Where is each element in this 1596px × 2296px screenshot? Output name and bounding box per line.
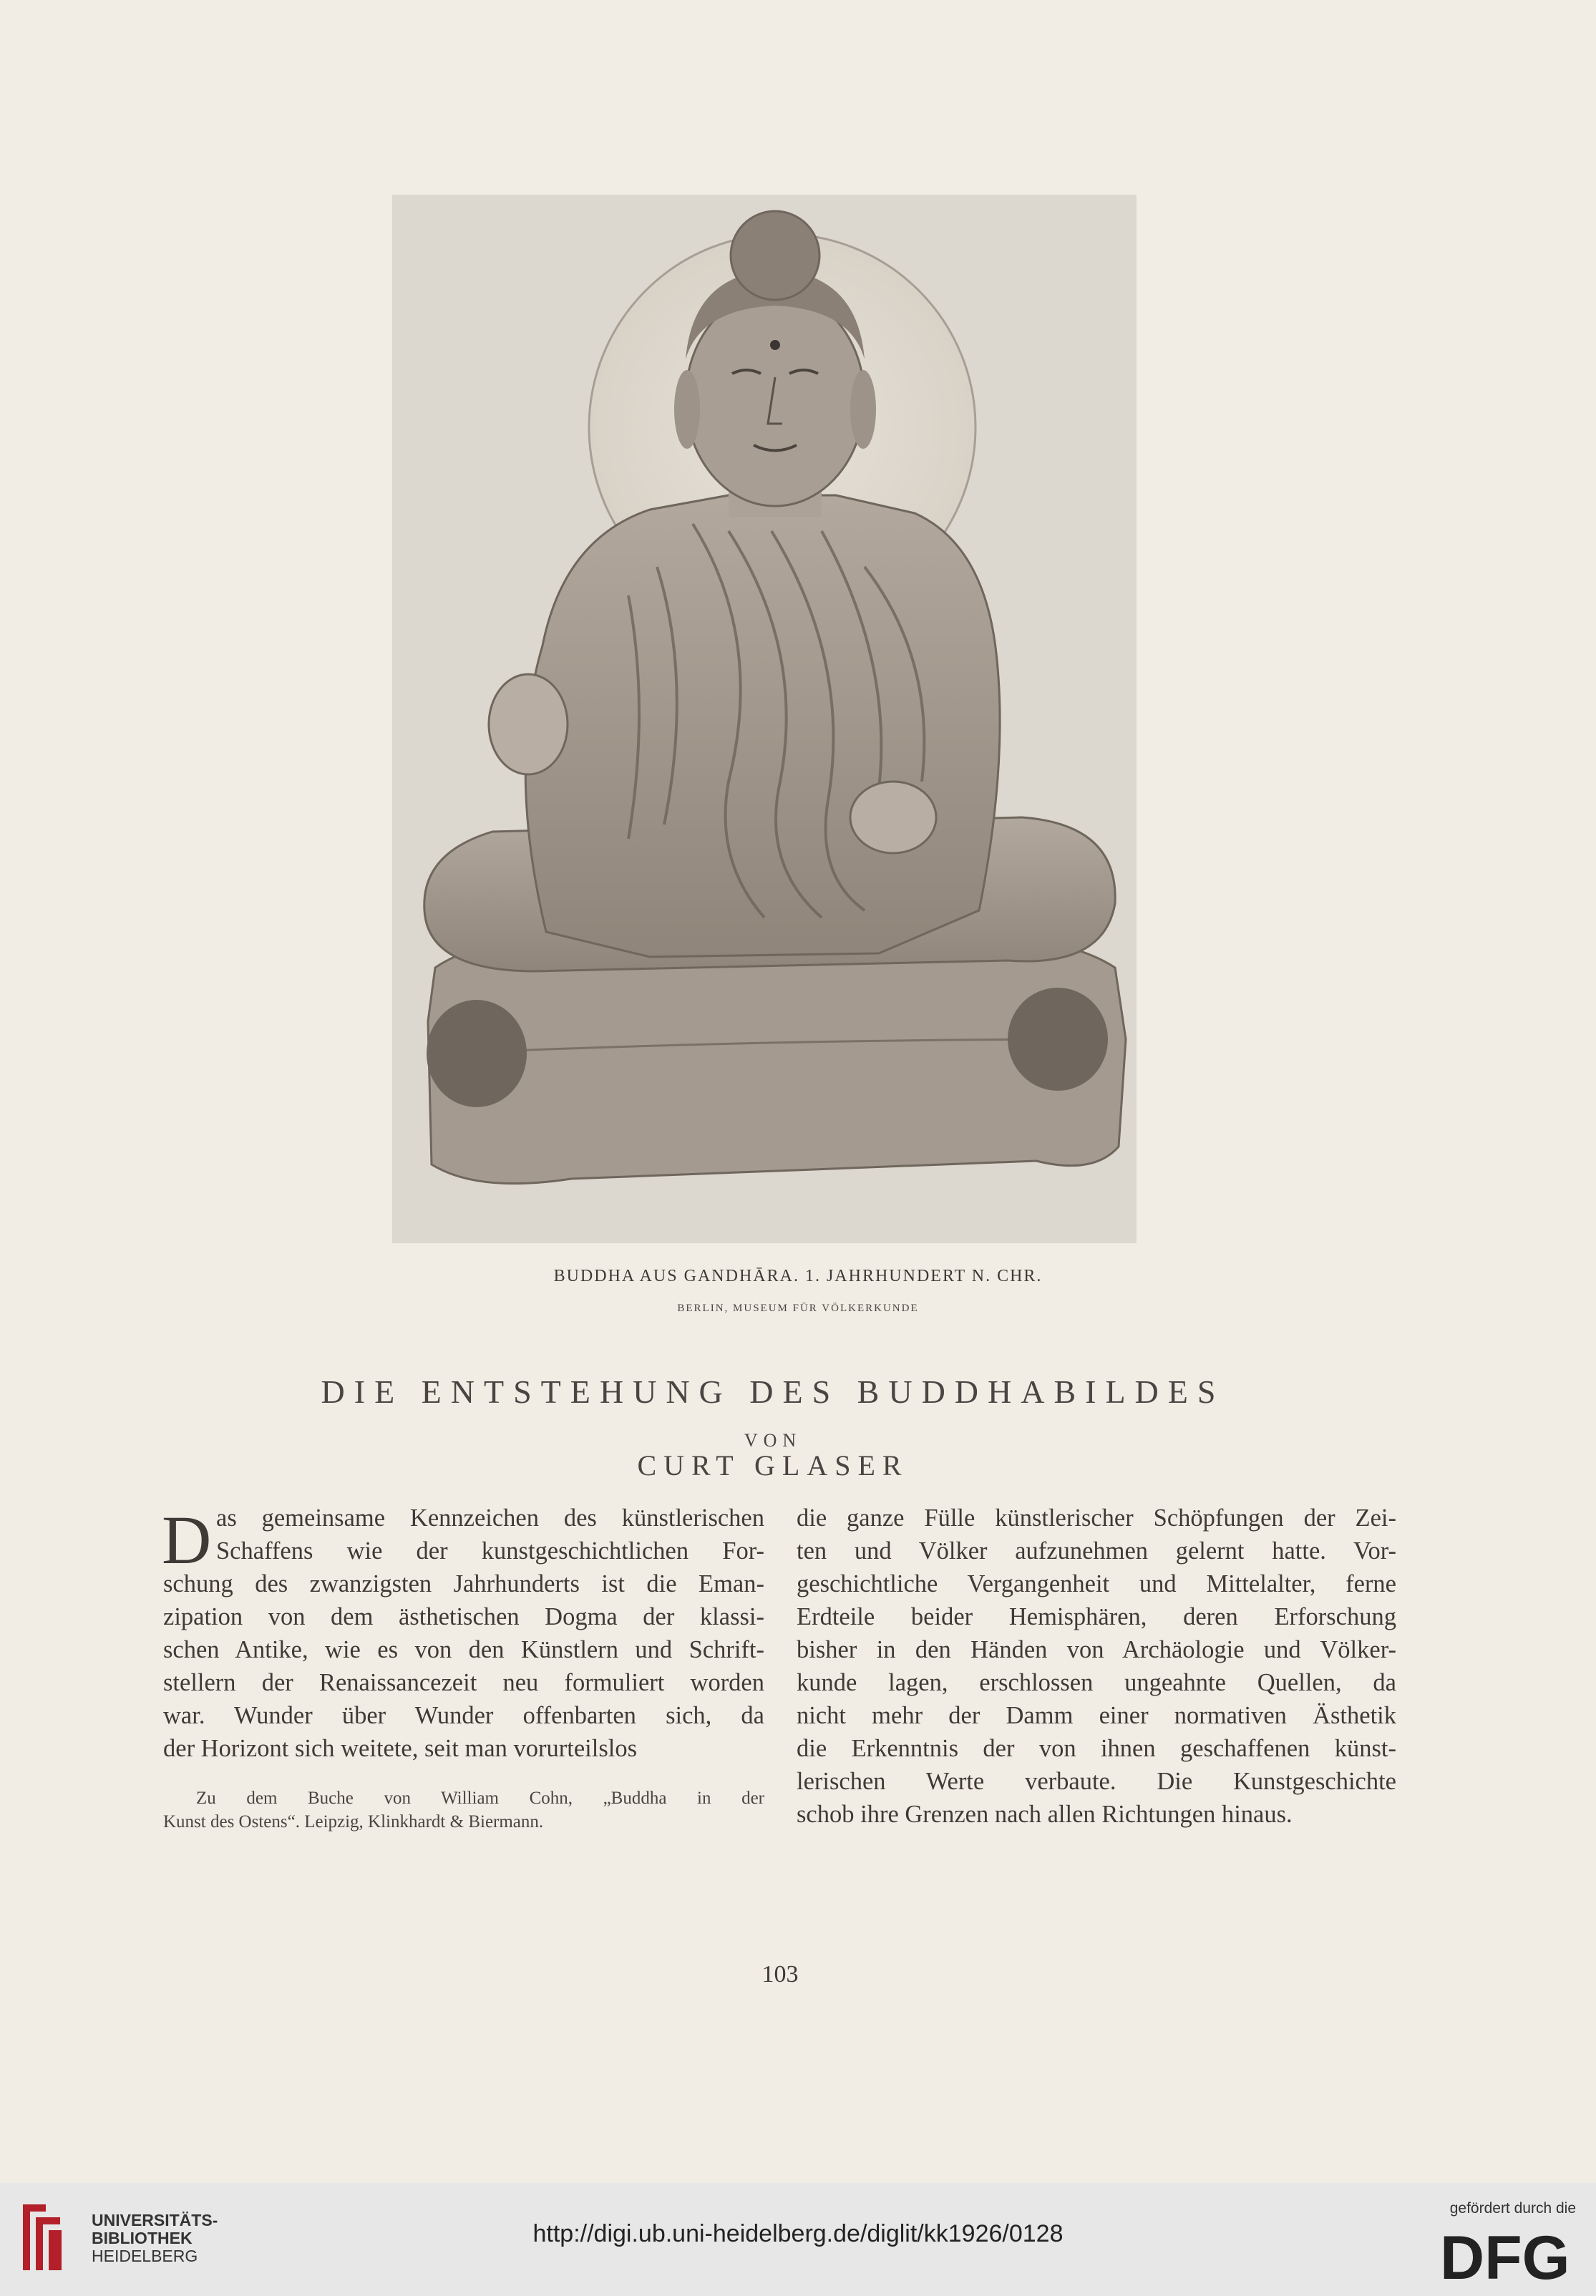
body-line: die Erkenntnis der von ihnen geschaffenen künst- [797, 1735, 1396, 1762]
body-line: geschichtliche Vergangenheit und Mittelalter, ferne [797, 1570, 1396, 1597]
footnote-line: Kunst des Ostens“. Leipzig, Klinkhardt & Biermann. [163, 1812, 544, 1832]
dfg-logo-icon [1440, 2227, 1576, 2285]
body-line: as gemeinsame Kennzeichen des künstlerischen [216, 1504, 764, 1532]
viewer-footer [0, 2183, 1596, 2296]
library-name-line: HEIDELBERG [92, 2247, 198, 2265]
dfg-logo-text: DFG [1440, 2227, 1570, 2285]
body-line: nicht mehr der Damm einer normativen Ästhetik [797, 1702, 1396, 1729]
text-column-left [163, 1502, 764, 1765]
footnote [163, 1786, 764, 1834]
article-title: DIE ENTSTEHUNG DES BUDDHABILDES [321, 1373, 1225, 1410]
plate-caption: BUDDHA AUS GANDHĀRA. 1. JAHRHUNDERT N. CHR. [553, 1267, 1043, 1285]
article-author: CURT GLASER [637, 1449, 909, 1482]
body-line: schob ihre Grenzen nach allen Richtungen hinaus. [797, 1801, 1293, 1828]
text-column-right [797, 1502, 1396, 1831]
body-line: zipation von dem ästhetischen Dogma der klassi- [163, 1603, 764, 1630]
funding-label: gefördert durch die [1449, 2200, 1576, 2217]
body-line: ten und Völker aufzunehmen gelernt hatte. Vor- [797, 1537, 1396, 1565]
body-line: Erdteile beider Hemisphären, deren Erforschung [797, 1603, 1396, 1630]
body-line: lerischen Werte verbaute. Die Kunstgeschichte [797, 1768, 1396, 1795]
library-name-line: BIBLIOTHEK [92, 2229, 193, 2247]
body-line: die ganze Fülle künstlerischer Schöpfungen der Zei- [797, 1504, 1396, 1532]
body-line: bisher in den Händen von Archäologie und Völker- [797, 1636, 1396, 1663]
body-line: schung des zwanzigsten Jahrhunderts ist die Eman- [163, 1570, 764, 1597]
plate-credit: BERLIN, MUSEUM FÜR VÖLKERKUNDE [677, 1303, 919, 1314]
byline-von: VON [744, 1430, 802, 1451]
body-line: Schaffens wie der kunstgeschichtlichen For- [216, 1537, 764, 1565]
page-number: 103 [761, 1961, 799, 1988]
permalink-url[interactable]: http://digi.ub.uni-heidelberg.de/diglit/kk1926/0128 [532, 2220, 1064, 2247]
body-line: der Horizont sich weitete, seit man vorurteilslos [163, 1735, 638, 1762]
body-line: war. Wunder über Wunder offenbarten sich, da [163, 1702, 764, 1729]
buddha-photograph [392, 195, 1137, 1243]
body-line: stellern der Renaissancezeit neu formuliert worden [163, 1669, 764, 1696]
drop-cap: D [162, 1502, 212, 1578]
buddha-statue-illustration [392, 195, 1137, 1243]
body-line: schen Antike, wie es von den Künstlern und Schrift- [163, 1636, 764, 1663]
library-name-line: UNIVERSITÄTS- [92, 2211, 218, 2229]
body-line: kunde lagen, erschlossen ungeahnte Quellen, da [797, 1669, 1396, 1696]
footnote-line: Zu dem Buche von William Cohn, „Buddha in der [196, 1789, 764, 1808]
